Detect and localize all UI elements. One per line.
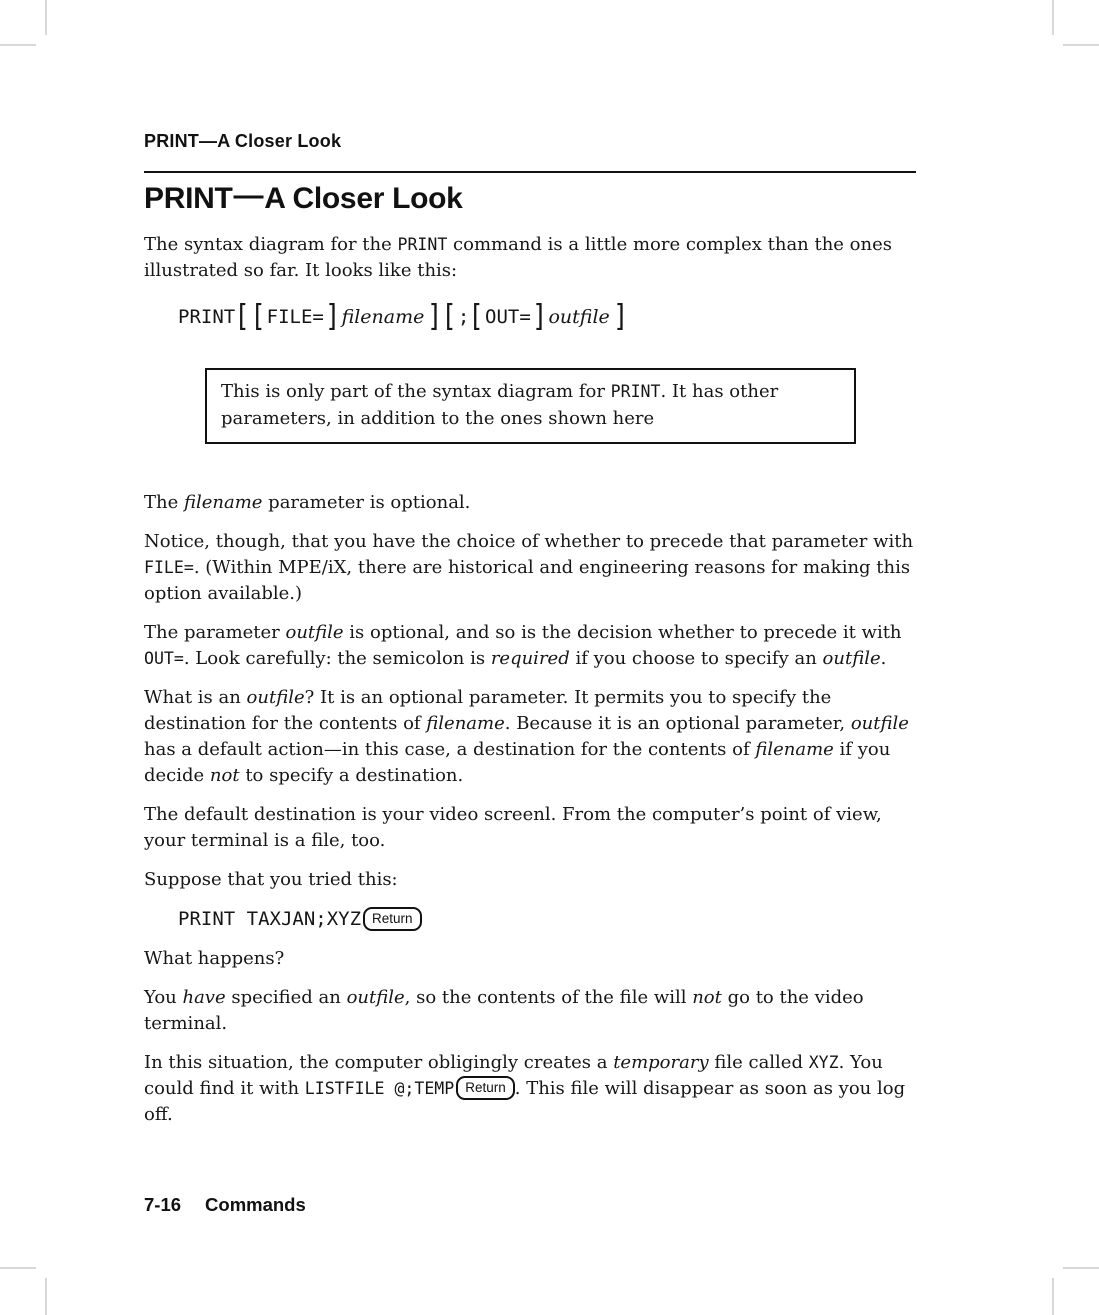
page-title-text: A Closer Look [264, 182, 463, 215]
running-header-text: PRINT [144, 131, 199, 151]
syntax-bracket: [ [238, 299, 249, 334]
syntax-bracket: [ [444, 299, 455, 334]
crop-mark [0, 44, 36, 46]
text-run: is optional, and so is the decision whether to precede it with [343, 622, 902, 643]
inline-italic: temporary [613, 1052, 709, 1073]
page-footer [144, 1194, 306, 1216]
paragraph-filename-optional [144, 490, 916, 516]
inline-italic: outfile [346, 987, 405, 1008]
text-run: if you decide [144, 739, 891, 786]
paragraph-outfile-param [144, 620, 916, 672]
text-run: In this situation, the computer obligingly creates a [144, 1052, 614, 1073]
running-header-text: A Closer Look [217, 131, 342, 151]
syntax-keyword: OUT= [485, 306, 531, 328]
inline-italic: outfile [850, 713, 909, 734]
command-example [178, 905, 916, 933]
text-run: parameter is optional. [262, 492, 471, 513]
text-run: . [880, 648, 887, 669]
crop-mark [1063, 44, 1099, 46]
syntax-keyword: PRINT [178, 306, 236, 328]
inline-code: XYZ [808, 1053, 839, 1072]
inline-code: OUT= [144, 649, 184, 668]
note-box [205, 368, 856, 444]
intro-paragraph [144, 232, 916, 284]
crop-mark [1052, 0, 1054, 35]
syntax-bracket: ] [429, 299, 440, 334]
page-content [144, 131, 916, 1128]
crop-mark [1063, 1267, 1099, 1269]
inline-italic: outfile [822, 648, 881, 669]
text-run: go to the video terminal. [144, 987, 864, 1034]
text-run: This is only part of the syntax diagram for [221, 381, 611, 402]
syntax-bracket: ] [614, 299, 625, 334]
crop-mark [45, 0, 47, 35]
text-run: ? It is an optional parameter. It permits you to specify the destination for the contents of [144, 687, 832, 734]
return-key: Return [456, 1076, 515, 1100]
inline-italic: have [182, 987, 226, 1008]
page-title [144, 179, 916, 216]
text-run: The parameter [144, 622, 286, 643]
inline-italic: filename [426, 713, 505, 734]
syntax-parameter: filename [341, 306, 425, 328]
inline-italic: required [490, 648, 570, 669]
crop-mark [1052, 1278, 1054, 1315]
text-run: specified an [225, 987, 347, 1008]
text-run: . (Within MPE/iX, there are historical and engineering reasons for making this option available.) [144, 557, 911, 604]
paragraph-suppose: Suppose that you tried this: [144, 869, 398, 890]
text-run: What is an [144, 687, 247, 708]
page-title-text: PRINT [144, 182, 233, 215]
command-text: PRINT TAXJAN;XYZ [178, 908, 362, 930]
paragraph-what-happens: What happens? [144, 948, 285, 969]
text-run: . Because it is an optional parameter, [504, 713, 851, 734]
crop-mark [0, 1267, 36, 1269]
inline-italic: not [692, 987, 722, 1008]
syntax-bracket: ] [326, 299, 337, 334]
inline-italic: outfile [246, 687, 305, 708]
text-run: . This file will disappear as soon as you log off. [144, 1078, 906, 1125]
paragraph-default-destination: The default destination is your video screenl. From the computer’s point of view, your terminal is a file, too. [144, 804, 882, 851]
chapter-name: Commands [205, 1194, 306, 1215]
running-header [144, 131, 916, 151]
return-key: Return [363, 907, 422, 931]
text-run: has a default action—in this case, a destination for the contents of [144, 739, 756, 760]
page-number: 7-16 [144, 1194, 182, 1215]
syntax-diagram [178, 298, 916, 336]
inline-code: FILE= [144, 558, 194, 577]
text-run: Notice, though, that you have the choice of whether to precede that parameter with [144, 531, 914, 552]
inline-italic: not [209, 765, 240, 786]
syntax-keyword: FILE= [266, 306, 324, 328]
running-header-dash: — [199, 131, 218, 151]
text-run: The [144, 492, 184, 513]
page-title-dash: — [233, 179, 264, 212]
text-run: if you choose to specify an [569, 648, 823, 669]
text-run: to specify a destination. [239, 765, 464, 786]
paragraph-in-this-situation [144, 1050, 916, 1128]
inline-code: LISTFILE @;TEMP [304, 1079, 455, 1098]
text-run: The syntax diagram for the [144, 234, 398, 255]
crop-mark [45, 1278, 47, 1315]
inline-italic: filename [755, 739, 834, 760]
inline-code: PRINT [610, 382, 661, 401]
paragraph-what-is-outfile [144, 685, 916, 789]
text-run: You [144, 987, 183, 1008]
text-run: . It has other parameters, in addition to the ones shown here [221, 381, 779, 429]
text-run: , so the contents of the file will [404, 987, 693, 1008]
inline-code: PRINT [397, 235, 448, 254]
text-run: command is a little more complex than the ones illustrated so far. It looks like this: [144, 234, 893, 281]
syntax-parameter: outfile [548, 306, 610, 328]
syntax-bracket: [ [472, 299, 483, 334]
paragraph-you-have [144, 985, 916, 1037]
syntax-keyword: ; [457, 306, 470, 328]
inline-italic: outfile [285, 622, 344, 643]
inline-italic: filename [183, 492, 263, 513]
paragraph-notice [144, 529, 916, 607]
text-run: . You could find it with [144, 1052, 883, 1099]
syntax-bracket: [ [253, 299, 264, 334]
syntax-bracket: ] [533, 299, 544, 334]
header-rule [144, 171, 916, 173]
text-run: file called [708, 1052, 809, 1073]
text-run: . Look carefully: the semicolon is [183, 648, 491, 669]
